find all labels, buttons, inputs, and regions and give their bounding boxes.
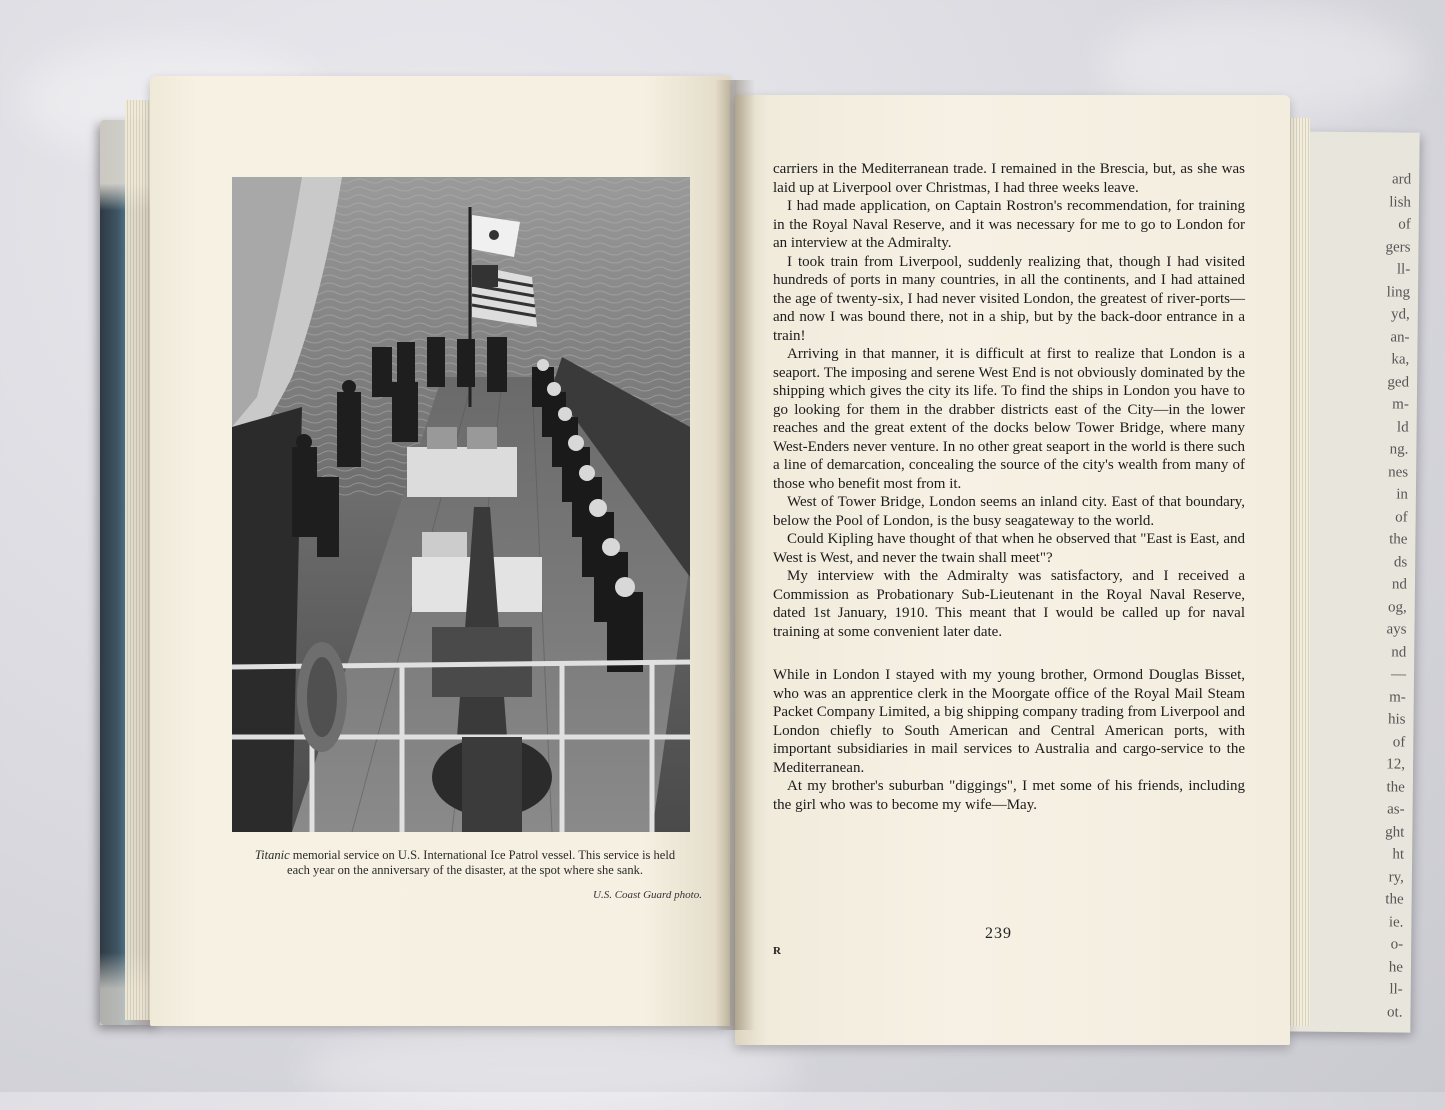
- jacket-text-fragment: nd: [1391, 576, 1408, 593]
- paragraph: West of Tower Bridge, London seems an inland city. East of that boundary, below the Pool of London, is the busy seagateway to the world.: [773, 494, 1245, 529]
- jacket-text-fragment: ays: [1386, 621, 1407, 638]
- jacket-text-fragment: gers: [1385, 238, 1411, 256]
- paragraph: carriers in the Mediterranean trade. I remained in the Brescia, but, as she was laid up at Liverpool over Christmas, I had three weeks leave.: [773, 161, 1245, 196]
- jacket-text-fragment: as-: [1387, 801, 1405, 818]
- jacket-text-fragment: ll-: [1389, 981, 1403, 998]
- page-number: 239: [985, 925, 1012, 942]
- jacket-text-fragment: ld: [1396, 418, 1409, 436]
- photo-credit: U.S. Coast Guard photo.: [593, 889, 702, 901]
- jacket-text-fragment: yd,: [1390, 306, 1410, 323]
- jacket-text-fragment: lish: [1389, 193, 1412, 211]
- jacket-text-fragment: the: [1386, 778, 1405, 796]
- jacket-text-fragment: ka,: [1391, 351, 1410, 368]
- jacket-text-fragment: ard: [1391, 171, 1412, 188]
- jacket-text-fragment: ot.: [1386, 1003, 1403, 1021]
- paragraph: While in London I stayed with my young brother, Ormond Douglas Bisset, who was an apprentice clerk in the Moorgate office of the Royal Mail Steam Packet Company Limited, a big shipping company trading from Liverpool and London chiefly to South American and Central American ports, with important subsidiaries in mail services to Australia and cargo-service to the Mediterranean.: [773, 667, 1245, 776]
- jacket-text-fragment: of: [1395, 508, 1408, 526]
- jacket-text-fragment: his: [1387, 711, 1406, 728]
- jacket-text-fragment: og,: [1387, 598, 1407, 616]
- jacket-text-fragment: in: [1396, 486, 1409, 503]
- jacket-text-fragment: the: [1385, 891, 1404, 908]
- jacket-text-fragment: m-: [1389, 688, 1406, 706]
- jacket-text-fragment: of: [1392, 733, 1406, 751]
- jacket-text-fragment: the: [1389, 531, 1408, 548]
- paragraph: My interview with the Admiralty was satisfactory, and I received a Commission as Probationary Sub-Lieutenant in the Royal Naval Reserve, dated 1st January, 1910. This meant that I would be called up for naval training at some convenient later date.: [773, 568, 1245, 640]
- jacket-text-fragment: ling: [1386, 283, 1411, 301]
- jacket-text-fragment: ng.: [1389, 441, 1409, 458]
- photo-caption: [245, 848, 685, 878]
- caption-title: Titanic: [254, 848, 290, 862]
- jacket-text-fragment: ie.: [1388, 913, 1404, 931]
- paragraph: Arriving in that manner, it is difficult at first to realize that London is a seaport. The imposing and serene West End is not obviously dominated by the shipping which gives the city its life. To find the ships in London you have to go looking for them in the drabber districts east of the City—in the lower reaches and the great extent of the docks below Tower Bridge, where many West-Enders never venture. In no other great seaport in the world is there such a line of demarcation, concealing the source of the city's wealth from many of those who benefit most from it.: [773, 346, 1245, 492]
- body-text: [773, 160, 1245, 814]
- jacket-text-fragment: an-: [1390, 328, 1410, 346]
- jacket-text-fragment: ght: [1385, 823, 1405, 841]
- jacket-text-fragment: 12,: [1386, 756, 1406, 773]
- jacket-text-fragment: ged: [1387, 373, 1410, 391]
- jacket-text-fragment: nd: [1391, 643, 1407, 661]
- jacket-text-fragment: nes: [1388, 463, 1409, 481]
- jacket-text-fragment: ht: [1392, 846, 1405, 863]
- paragraph: At my brother's suburban "diggings", I met some of his friends, including the girl who was to become my wife—May.: [773, 778, 1245, 813]
- jacket-text-fragment: ll-: [1396, 261, 1411, 278]
- jacket-text-fragment: —: [1390, 666, 1407, 683]
- caption-text: memorial service on U.S. International Ice Patrol vessel. This service is held each year on the anniversary of the disaster, at the spot where she sank.: [287, 848, 676, 877]
- jacket-text-fragment: of: [1398, 216, 1411, 233]
- jacket-text-fragment: m-: [1392, 396, 1409, 413]
- paragraph: I took train from Liverpool, suddenly realizing that, though I had visited hundreds of ports in many countries, in all the continents, and I had attained the age of twenty-six, I had never visited London, the greatest of river-ports—and now I was bound there, not in a ship, but by the back-door entrance in a train!: [773, 253, 1245, 344]
- memorial-service-photo: [232, 177, 690, 832]
- jacket-text-fragment: o-: [1390, 936, 1404, 953]
- signature-mark: R: [773, 945, 781, 957]
- jacket-text-fragment: ry,: [1388, 868, 1404, 886]
- jacket-text-fragment: ds: [1393, 553, 1408, 571]
- paragraph: Could Kipling have thought of that when he observed that "East is East, and West is West, and never the twain shall meet"?: [773, 531, 1245, 566]
- paragraph: I had made application, on Captain Rostron's recommendation, for training in the Royal Naval Reserve, and it was necessary for me to go to London for an interview at the Admiralty.: [773, 198, 1245, 251]
- jacket-text-fragment: he: [1388, 958, 1404, 976]
